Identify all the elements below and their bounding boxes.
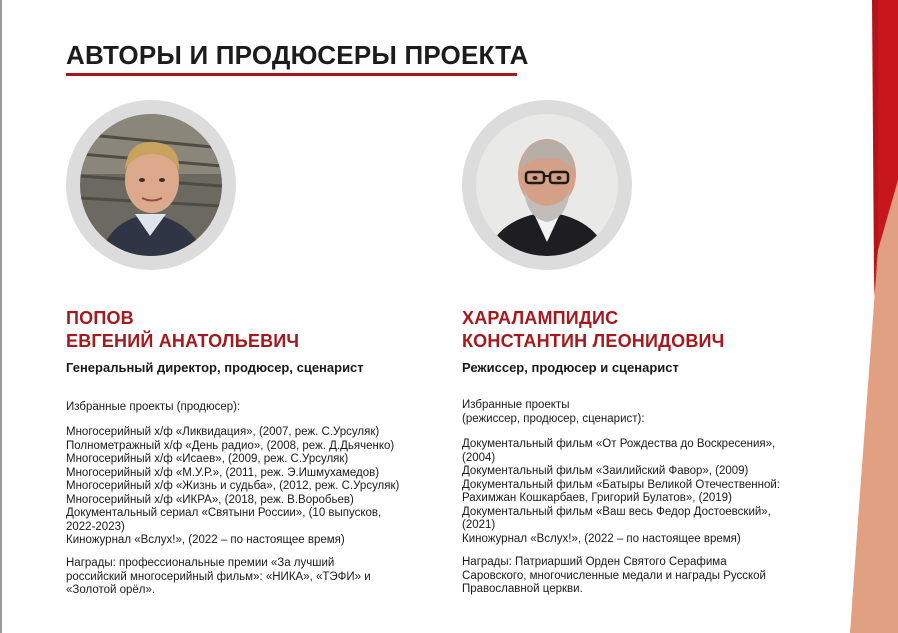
left-border-line — [0, 0, 2, 633]
project-item: Документальный сериал «Святыни России», (10 выпусков, — [66, 507, 382, 519]
awards-line: «Золотой орёл». — [66, 584, 156, 596]
projects-heading-line: Избранные проекты (продюсер): — [66, 401, 241, 413]
awards-line: Награды: профессиональные премии «За лучший — [66, 557, 335, 569]
projects-heading-line: Избранные проекты — [462, 399, 570, 411]
person-role: Генеральный директор, продюсер, сценарист — [66, 360, 364, 375]
portrait-illustration — [80, 114, 222, 256]
page-title: АВТОРЫ И ПРОДЮСЕРЫ ПРОЕКТА — [66, 40, 529, 70]
awards-line: Православной церкви. — [462, 583, 583, 595]
project-item: Киножурнал «Вслух!», (2022 – по настоящее время) — [66, 534, 345, 546]
project-item: (2021) — [462, 519, 496, 531]
avatar-popov — [66, 100, 236, 270]
decorative-corner-shapes — [828, 0, 898, 633]
project-item: Многосерийный х/ф «Исаев», (2009, реж. С.Урсуляк) — [66, 453, 349, 465]
project-item: Многосерийный х/ф «Ликвидация», (2007, реж. С.Урсуляк) — [66, 426, 380, 438]
project-item: Документальный фильм «Заилийский Фавор», (2009) — [462, 465, 749, 477]
person-first-name: ЕВГЕНИЙ АНАТОЛЬЕВИЧ — [66, 331, 300, 351]
project-item: Многосерийный х/ф «ИКРА», (2018, реж. В.Воробьев) — [66, 493, 354, 506]
portrait-photo-popov — [80, 114, 222, 256]
project-item: 2022-2023) — [66, 520, 125, 533]
project-item: Многосерийный х/ф «М.У.Р.», (2011, реж. Э.Ишмухамедов) — [66, 466, 380, 479]
person-first-name: КОНСТАНТИН ЛЕОНИДОВИЧ — [462, 331, 725, 351]
projects-list — [66, 426, 399, 548]
person-surname: ХАРАЛАМПИДИС — [462, 308, 619, 328]
project-item: Рахимжан Кошкарбаев, Григорий Булатов», (2019) — [462, 492, 732, 504]
person-role: Режиссер, продюсер и сценарист — [462, 360, 679, 375]
project-item: Документальный фильм «Ваш весь Федор Достоевский», — [462, 505, 771, 518]
project-item: Документальный фильм «Батыры Великой Отечественной: — [462, 478, 780, 491]
projects-heading — [462, 399, 645, 426]
portrait-illustration — [476, 114, 618, 256]
title-underline — [66, 73, 517, 76]
person-name-haralampidis — [462, 307, 725, 353]
avatar-haralampidis — [462, 100, 632, 270]
projects-heading-line: (режиссер, продюсер, сценарист): — [462, 412, 645, 425]
project-item: Многосерийный х/ф «Жизнь и судьба», (2012, реж. С.Урсуляк) — [66, 480, 400, 492]
projects-list — [462, 438, 780, 546]
awards-line: Саровского, многочисленные медали и награды Русской — [462, 569, 766, 582]
project-item: Полнометражный х/ф «День радио», (2008, реж. Д.Дьяченко) — [66, 439, 395, 452]
awards-line: российский многосерийный фильм»: «НИКА», «ТЭФИ» и — [66, 570, 371, 583]
awards-text — [66, 557, 371, 598]
awards-line: Награды: Патриарший Орден Святого Серафима — [462, 556, 727, 568]
project-item: Киножурнал «Вслух!», (2022 – по настоящее время) — [462, 532, 741, 545]
awards-text — [462, 556, 766, 597]
person-surname: ПОПОВ — [66, 308, 134, 328]
portrait-photo-haralampidis — [476, 114, 618, 256]
person-name-popov — [66, 307, 299, 353]
project-item: (2004) — [462, 451, 496, 464]
projects-heading — [66, 401, 240, 415]
deco-red-wedge — [872, 0, 878, 280]
project-item: Документальный фильм «От Рождества до Воскресения», — [462, 438, 776, 450]
